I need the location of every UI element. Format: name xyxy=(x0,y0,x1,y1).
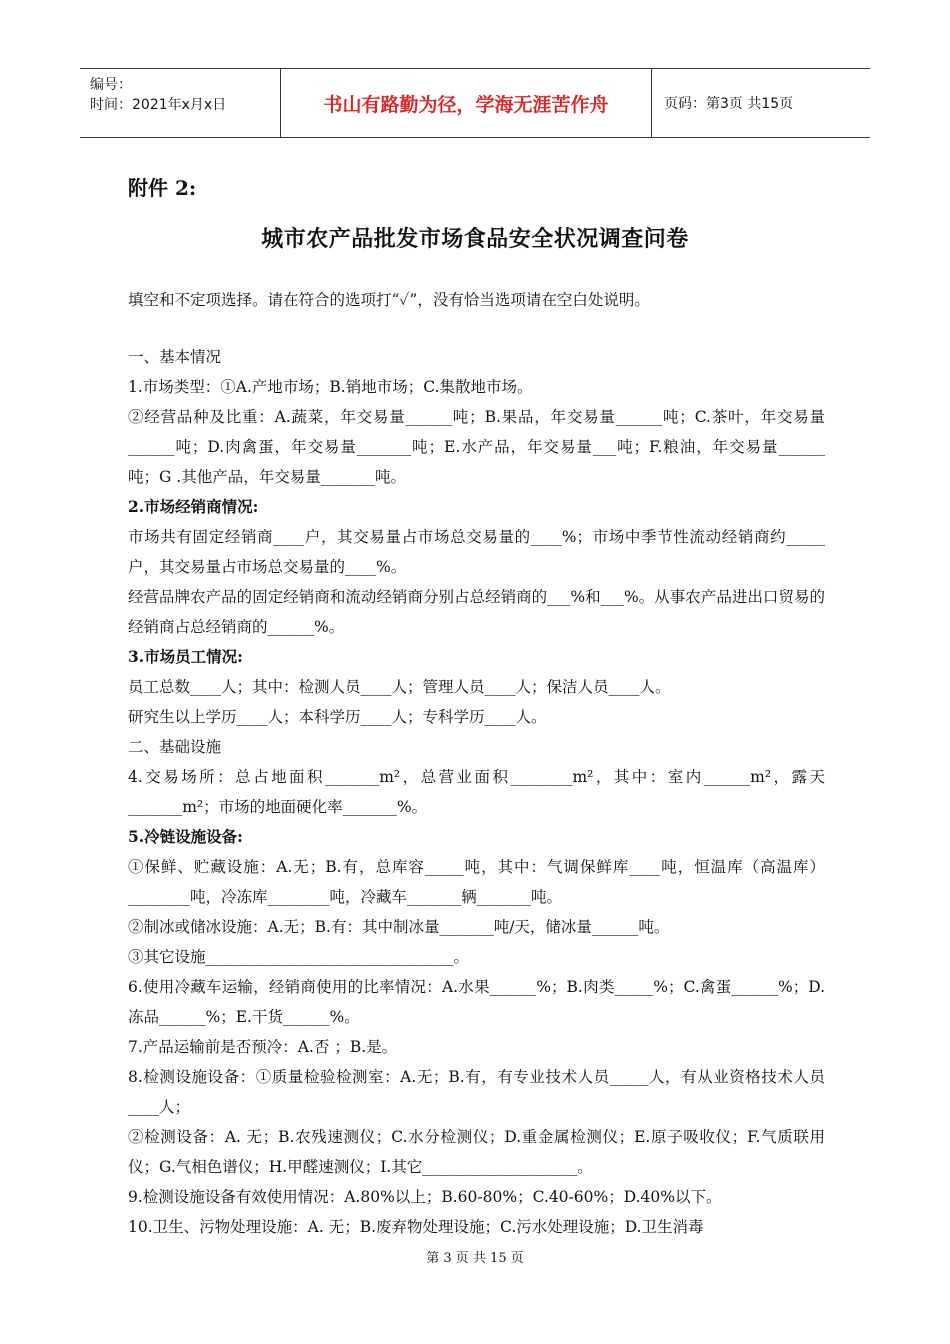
section-heading: 一、基本情况 xyxy=(128,348,222,366)
page-header xyxy=(80,68,870,138)
intro-text: 填空和不定项选择。请在符合的选项打“✓”，没有恰当选项请在空白处说明。 xyxy=(128,291,650,309)
number-label: 编号： xyxy=(90,77,132,93)
header-left xyxy=(90,75,226,115)
question-5-text-a: ①保鲜、贮藏设施：A.无；B.有，总库容_____吨，其中：气调保鲜库____吨，恒温库（高温库）________吨，冷冻库________吨，冷藏车_______辆_______吨。 xyxy=(128,858,825,906)
question-4: 4.交易场所：总占地面积_______m²，总营业面积________m²，其中：室内______m²，露天_______m²；市场的地面硬化率_______%。 xyxy=(128,768,825,816)
question-5-text-c: ③其它设施________________________________。 xyxy=(128,948,470,966)
question-2-text-a: 市场共有固定经销商____户，其交易量占市场总交易量的____%；市场中季节性流动经销商约_____户，其交易量占市场总交易量的____%。 xyxy=(128,528,825,576)
question-3-text-b: 研究生以上学历____人；本科学历____人；专科学历____人。 xyxy=(128,708,547,726)
question-2-text-b: 经营品牌农产品的固定经销商和流动经销商分别占总经销商的___%和___%。从事农产品进出口贸易的经销商占总经销商的______%。 xyxy=(128,588,825,636)
page-label: 页码：第3页 共15页 xyxy=(664,96,794,112)
document-title: 城市农产品批发市场食品安全状况调查问卷 xyxy=(261,226,689,252)
question-5-title: 5.冷链设施设备: xyxy=(128,827,243,846)
question-6: 6.使用冷藏车运输，经销商使用的比率情况：A.水果______%；B.肉类_____%；C.禽蛋______%；D.冻品______%；E.干货______%。 xyxy=(128,978,825,1026)
question-1: 1.市场类型：①A.产地市场；B.销地市场；C.集散地市场。 xyxy=(128,378,533,396)
section-heading: 二、基础设施 xyxy=(128,738,222,756)
questionnaire-body xyxy=(128,342,825,1242)
question-7: 7.产品运输前是否预冷：A.否 ；B.是。 xyxy=(128,1038,398,1056)
question-8-sub: ②检测设备：A. 无；B.农残速测仪；C.水分检测仪；D.重金属检测仪；E.原子吸收仪；F.气质联用仪；G.气相色谱仪；H.甲醛速测仪；I.其它____________________。 xyxy=(128,1128,825,1176)
motto: 书山有路勤为径，学海无涯苦作舟 xyxy=(280,69,652,137)
question-3-text-a: 员工总数____人；其中：检测人员____人；管理人员____人；保洁人员____人。 xyxy=(128,678,671,696)
page-footer: 第 3 页 共 15 页 xyxy=(426,1251,524,1266)
question-2-title: 2.市场经销商情况: xyxy=(128,497,259,516)
question-1-sub: ②经营品种及比重：A.蔬菜，年交易量______吨；B.果品，年交易量______吨；C.茶叶，年交易量______吨；D.肉禽蛋，年交易量_______吨；E.水产品，年交易量___吨；F.粮油，年交易量______吨；G .其他产品，年交易量_______吨。 xyxy=(128,408,825,486)
question-5-text-b: ②制冰或储冰设施：A.无；B.有：其中制冰量_______吨/天，储冰量______吨。 xyxy=(128,918,670,936)
date-label: 时间：2021年x月x日 xyxy=(90,97,227,113)
question-8: 8.检测设施设备：①质量检验检测室：A.无；B.有，有专业技术人员_____人，有从业资格技术人员____人； xyxy=(128,1068,825,1116)
attachment-label: 附件 2: xyxy=(128,176,197,200)
question-9: 9.检测设施设备有效使用情况：A.80%以上；B.60-80%；C.40-60%；D.40%以下。 xyxy=(128,1188,722,1206)
question-3-title: 3.市场员工情况: xyxy=(128,647,243,666)
question-10: 10.卫生、污物处理设施：A. 无；B.废弃物处理设施；C.污水处理设施；D.卫生消毒 xyxy=(128,1218,704,1236)
